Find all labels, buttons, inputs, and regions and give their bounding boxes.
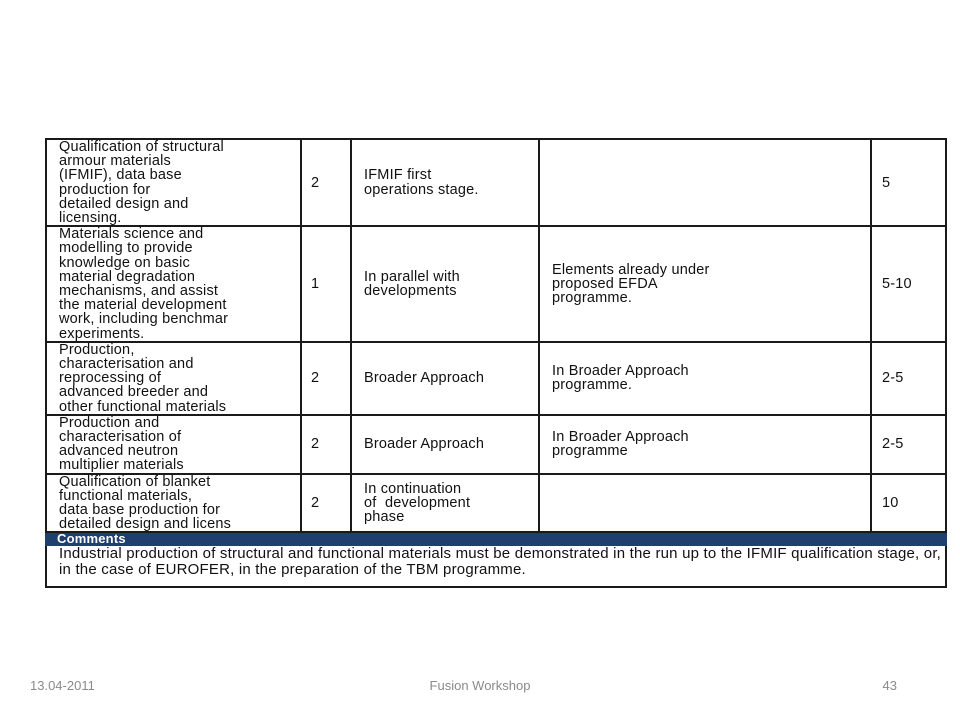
description-cell [46,139,301,226]
timing-cell-line: Broader Approach [364,436,485,453]
description-cell-line: knowledge on basic [59,254,190,271]
table-row [46,226,946,342]
description-cell-line: reprocessing of [59,370,162,387]
timing-cell-line: Broader Approach [364,370,485,387]
description-cell [46,415,301,474]
timing-cell [351,226,539,342]
description-cell-line: (IFMIF), data base [59,167,182,184]
comments-header-row [46,532,946,545]
materials-table [45,138,947,588]
description-cell-line: detailed design and licens [59,516,232,533]
timing-cell-line: In continuation [364,480,462,497]
elements-cell-line: programme. [552,377,633,394]
description-cell-line: characterisation of [59,429,182,446]
elements-cell-line: programme [552,443,628,460]
description-cell-line: work, including benchmar [59,311,229,328]
table-row [46,139,946,226]
elements-cell [539,415,871,474]
elements-cell [539,139,871,226]
description-cell-line: characterisation and [59,356,194,373]
materials-table-body [46,139,946,587]
timing-cell [351,415,539,474]
materials-table-container [45,138,942,579]
priority-cell: 2 [301,139,351,226]
elements-cell-line: proposed EFDA [552,275,658,292]
timing-cell-line: of development [364,494,471,511]
timing-cell [351,139,539,226]
footer-page-number: 43 [882,678,897,693]
duration-cell: 2-5 [871,342,946,415]
table-row [46,474,946,533]
description-cell-line: Materials science and [59,226,204,243]
description-cell-line: multiplier materials [59,457,184,474]
description-cell-line: armour materials [59,153,171,170]
priority-cell: 2 [301,342,351,415]
elements-cell [539,342,871,415]
description-cell-line: Qualification of structural [59,139,224,155]
description-cell-line: functional materials, [59,487,193,504]
timing-cell-line: IFMIF first [364,167,432,184]
elements-cell-line: programme. [552,290,633,307]
duration-cell: 2-5 [871,415,946,474]
duration-cell: 5 [871,139,946,226]
priority-cell: 1 [301,226,351,342]
description-cell-line: material degradation [59,268,196,285]
elements-cell-line: In Broader Approach [552,363,689,380]
description-cell-line: Production, [59,341,135,358]
timing-cell-line: phase [364,509,405,526]
elements-cell-line: In Broader Approach [552,429,689,446]
description-cell-line: other functional materials [59,398,227,415]
description-cell-line: mechanisms, and assist [59,283,219,300]
footer-date: 13.04-2011 [30,678,95,693]
priority-cell: 2 [301,415,351,474]
comments-body-row [46,545,946,587]
description-cell-line: advanced breeder and [59,384,209,401]
comments-text: Industrial production of structural and functional materials must be demonstrated in the run up to the IFMIF qualification stage, or, in the case of EUROFER, in the preparation of the TBM programme. [46,545,946,587]
description-cell-line: detailed design and [59,195,189,212]
table-row [46,415,946,474]
timing-cell [351,342,539,415]
description-cell [46,342,301,415]
elements-cell [539,226,871,342]
description-cell [46,226,301,342]
elements-cell [539,474,871,533]
priority-cell: 2 [301,474,351,533]
description-cell-line: the material development [59,297,227,314]
duration-cell: 10 [871,474,946,533]
footer-title: Fusion Workshop [429,678,531,693]
timing-cell-line: developments [364,283,457,300]
timing-cell [351,474,539,533]
description-cell-line: modelling to provide [59,240,193,257]
description-cell-line: experiments. [59,325,145,342]
description-cell-line: production for [59,181,151,198]
description-cell-line: Qualification of blanket [59,473,211,490]
table-row [46,342,946,415]
description-cell-line: data base production for [59,502,221,519]
comments-heading: Comments [46,532,946,545]
description-cell-line: Production and [59,414,160,431]
description-cell-line: advanced neutron [59,443,179,460]
description-cell-line: licensing. [59,210,122,227]
duration-cell: 5-10 [871,226,946,342]
timing-cell-line: operations stage. [364,181,479,198]
description-cell [46,474,301,533]
elements-cell-line: Elements already under [552,261,710,278]
timing-cell-line: In parallel with [364,268,460,285]
